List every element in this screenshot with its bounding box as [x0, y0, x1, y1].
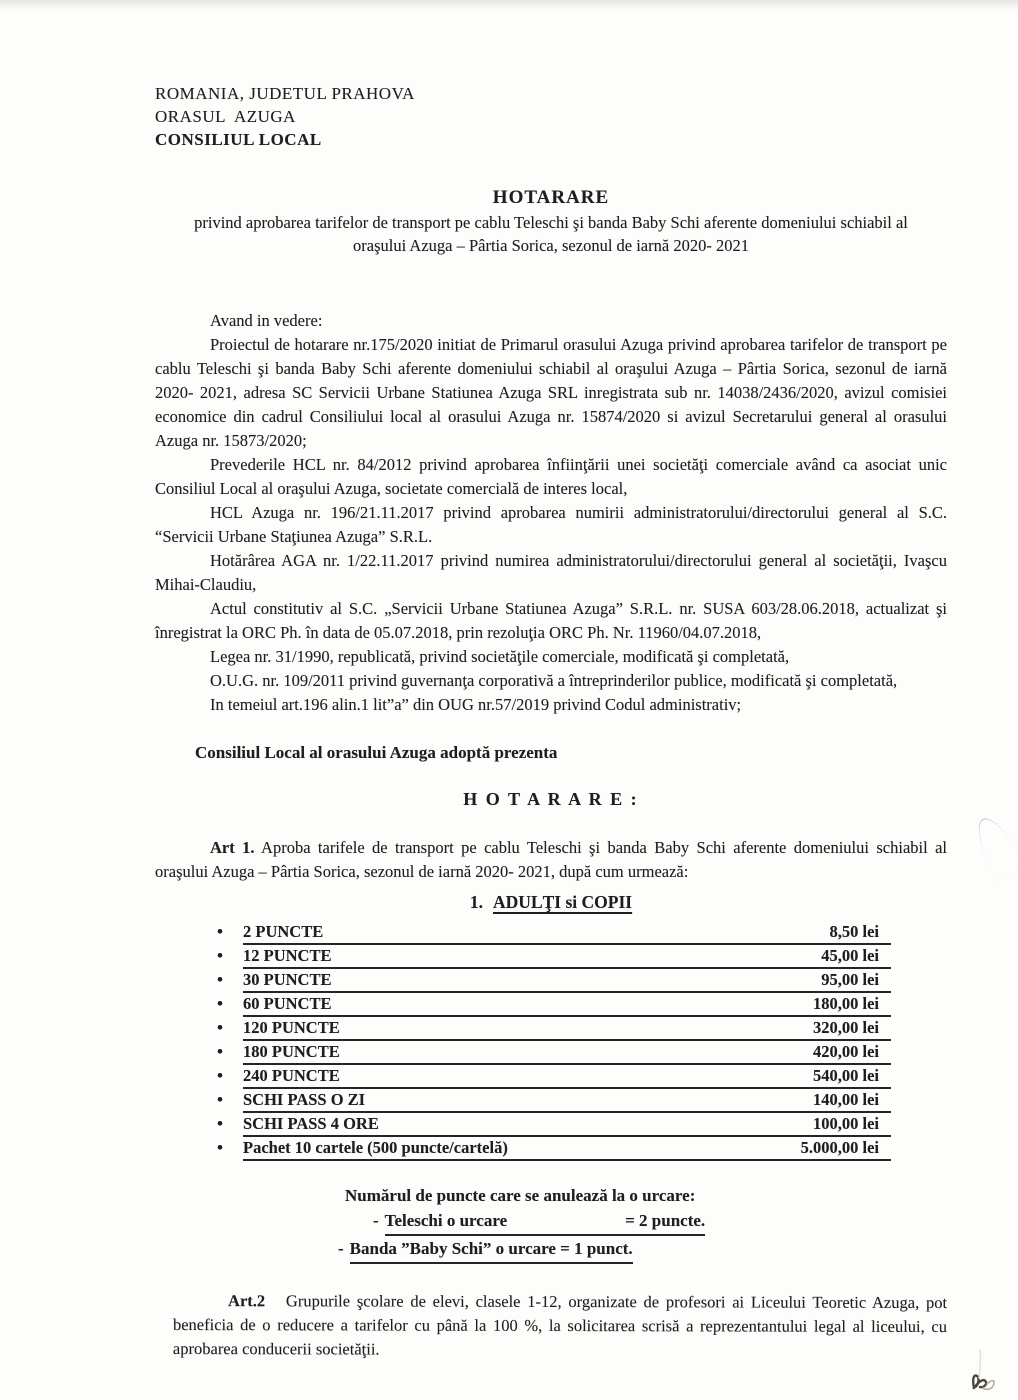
tariff-price: 95,00 lei — [821, 970, 879, 989]
teleschi-value: = 2 puncte. — [625, 1211, 706, 1230]
tariff-price: 420,00 lei — [813, 1042, 879, 1061]
preamble-paragraph: In temeiul art.196 alin.1 lit”a” din OUG nr.57/2019 privind Codul administrativ; — [210, 695, 742, 714]
preamble-section — [155, 309, 947, 717]
decision-heading: H O T A R A R E : — [463, 789, 639, 809]
points-teleschi-line — [373, 1208, 947, 1236]
preamble-paragraph: Prevederile HCL nr. 84/2012 privind aprobarea înfiinţării unei societăţi comerciale având ca asociat unic Consiliul Local al oraşului Azuga, societate comercială de interes local, — [155, 455, 947, 498]
tariff-row — [243, 1041, 891, 1065]
article-1-label: Art 1. — [210, 838, 255, 857]
tariff-row — [243, 969, 891, 993]
points-banda-line — [338, 1236, 947, 1264]
article-2-text — [173, 1289, 947, 1363]
article-1-text — [155, 836, 947, 884]
scan-curl-artifact — [967, 811, 1018, 882]
header-town: ORASUL AZUGA — [155, 107, 296, 126]
article-2 — [173, 1289, 947, 1363]
tariff-row — [243, 1065, 891, 1089]
tariff-label: • 60 PUNCTE — [243, 994, 332, 1013]
tariff-label: • 180 PUNCTE — [243, 1042, 340, 1061]
tariff-label: • 240 PUNCTE — [243, 1066, 340, 1085]
preamble-paragraph: Proiectul de hotarare nr.175/2020 initiat de Primarul orasului Azuga privind aprobarea tarifelor de transport pe cablu Teleschi şi banda Baby Schi aferente domeniului schiabil al oraşului Azuga – Pârtia Sorica, sezonul de iarnă 2020- 2021, adresa SC Servicii Urbane Statiunea Azuga SRL inregistrata sub nr. 14038/2436/2020, avizul comisiei economice din cadrul Consiliului local al orasului Azuga nr. 15874/2020 si avizul Secretarului general al orasului Azuga nr. 15873/2020; — [155, 335, 947, 450]
document-content — [155, 0, 947, 1362]
tariff-section-number: 1. — [469, 892, 484, 912]
preamble-paragraph: Actul constitutiv al S.C. „Servicii Urbane Statiunea Azuga” S.R.L. nr. SUSA 603/28.06.2018, actualizat şi înregistrat la ORC Ph. în data de 05.07.2018, prin rezoluţia ORC Ph. Nr. 11960/04.07.2018, — [155, 599, 947, 642]
tariff-price: 320,00 lei — [813, 1018, 879, 1037]
header-county: ROMANIA, JUDETUL PRAHOVA — [155, 84, 415, 103]
tariff-label: • 120 PUNCTE — [243, 1018, 340, 1037]
preamble-paragraph: Legea nr. 31/1990, republicată, privind societăţile comerciale, modificată şi completată, — [210, 647, 790, 666]
tariff-label: • 12 PUNCTE — [243, 946, 332, 965]
teleschi-label: Teleschi o urcare — [384, 1211, 508, 1230]
article-1-body: Aproba tarifele de transport pe cablu Teleschi şi banda Baby Schi aferente domeniului schiabil al oraşului Azuga – Pârtia Sorica, sezonul de iarnă 2020- 2021, după cum urmează: — [155, 838, 947, 881]
tariff-price: 540,00 lei — [813, 1066, 879, 1085]
banda-text: Banda ”Baby Schi” o urcare = 1 punct. — [350, 1236, 633, 1264]
tariff-row — [243, 1017, 891, 1041]
tariff-row — [243, 1113, 891, 1137]
tariff-price: 8,50 lei — [829, 922, 879, 941]
article-2-label: Art.2 — [228, 1291, 266, 1311]
issuing-authority-header — [155, 82, 947, 151]
tariff-label: • Pachet 10 cartele (500 puncte/cartelă) — [243, 1138, 508, 1157]
tariff-price: 45,00 lei — [821, 946, 879, 965]
tariff-label: • 2 PUNCTE — [243, 922, 324, 941]
dash: - — [338, 1239, 344, 1258]
tariff-label: • SCHI PASS O ZI — [243, 1090, 366, 1109]
tariff-price: 100,00 lei — [813, 1114, 879, 1133]
document-subtitle: privind aprobarea tarifelor de transport pe cablu Teleschi şi banda Baby Schi aferente domeniului schiabil al oraşului Azuga – Pârtia Sorica, sezonul de iarnă 2020- 2021 — [194, 213, 908, 255]
points-note-heading: Numărul de puncte care se anulează la o urcare: — [345, 1186, 696, 1205]
tariff-price: 180,00 lei — [813, 994, 879, 1013]
tariff-row — [243, 993, 891, 1017]
article-2-body: Grupurile şcolare de elevi, clasele 1-12, organizate de profesori ai Liceului Teoretic Azuga, pot beneficia de o reducere a tarifelor cu până la 100 %, la solicitarea scrisă a reprezentantului legal al liceului, cu aprobarea conducerii societăţii. — [172, 1291, 948, 1359]
preamble-paragraph: Hotărârea AGA nr. 1/22.11.2017 privind numirea administratorului/directorului general al societăţii, Ivaşcu Mihai-Claudiu, — [155, 551, 947, 594]
tariff-price: 5.000,00 lei — [800, 1138, 879, 1157]
tariff-row — [243, 1089, 891, 1113]
tariff-row — [243, 921, 891, 945]
preamble-paragraph: O.U.G. nr. 109/2011 privind guvernanţa corporativă a întreprinderilor publice, modificată şi completată, — [210, 671, 898, 690]
tariff-section-heading — [155, 892, 947, 913]
points-cancellation-note — [155, 1183, 947, 1264]
preamble-intro: Avand in vedere: — [210, 311, 323, 330]
tariff-section-title: ADULŢI si COPII — [493, 892, 633, 912]
article-1 — [155, 836, 947, 884]
tariff-label: • SCHI PASS 4 ORE — [243, 1114, 379, 1133]
tariff-list — [243, 921, 891, 1161]
preamble-paragraph: HCL Azuga nr. 196/21.11.2017 privind aprobarea numirii administratorului/directorului general al S.C. “Servicii Urbane Staţiunea Azuga” S.R.L. — [155, 503, 947, 546]
header-council: CONSILIUL LOCAL — [155, 130, 322, 149]
adoption-statement: Consiliul Local al orasului Azuga adoptă prezenta — [195, 743, 558, 762]
tariff-price: 140,00 lei — [813, 1090, 879, 1109]
tariff-label: • 30 PUNCTE — [243, 970, 332, 989]
document-title: HOTARARE — [492, 187, 610, 208]
dash: - — [373, 1211, 379, 1230]
tariff-row — [243, 1137, 891, 1161]
tariff-row — [243, 945, 891, 969]
pen-mark — [960, 1348, 1002, 1392]
